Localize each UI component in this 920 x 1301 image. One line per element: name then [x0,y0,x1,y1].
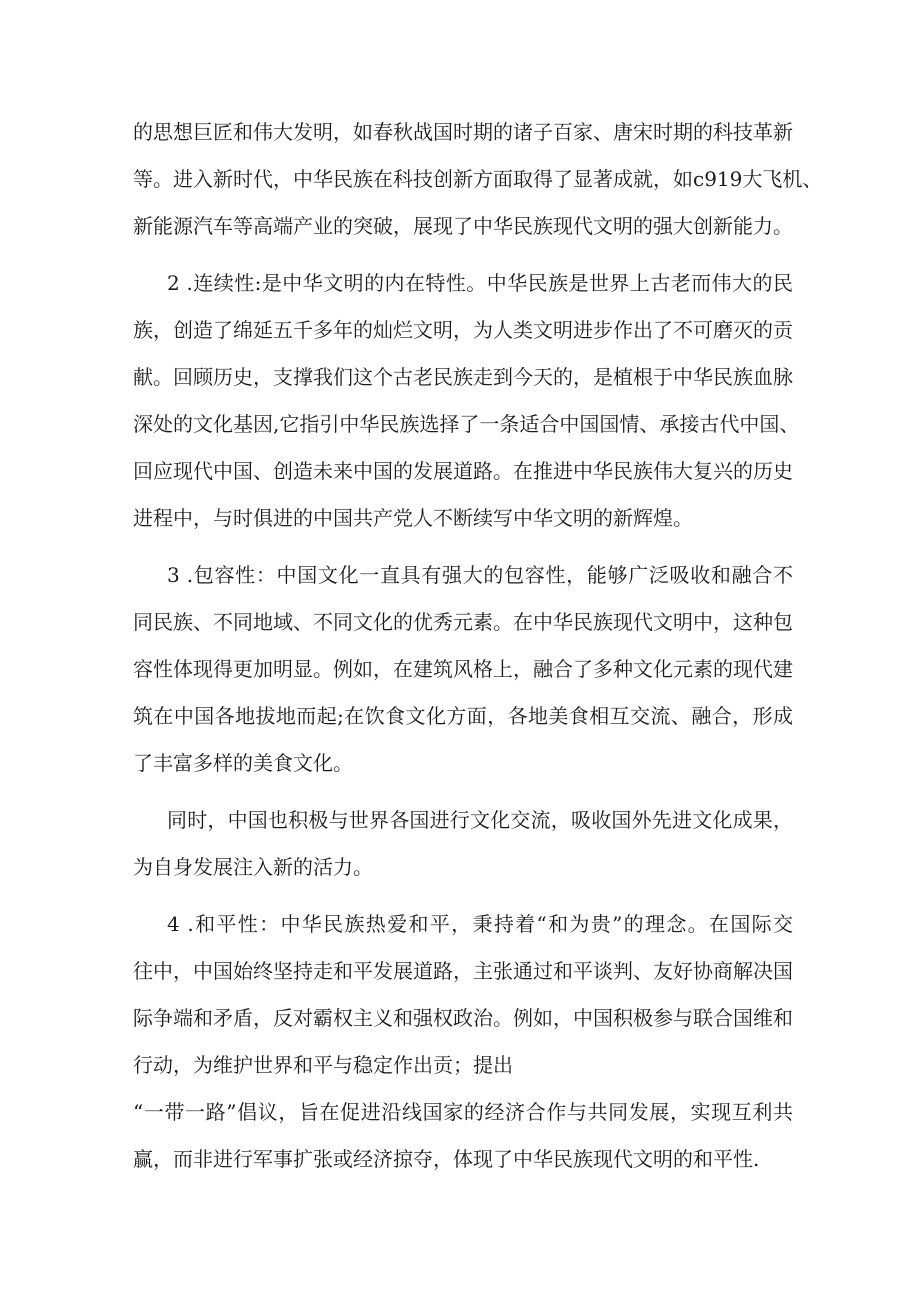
paragraph-continuity [133,260,800,542]
text-line: 进程中，与时俱进的中国共产党人不断续写中华文明的新辉煌。 [133,506,693,530]
text-line: 了丰富多样的美食文化。 [133,751,353,775]
text-line: 2 .连续性:是中华文明的内在特性。中华民族是世界上古老而伟大的民 [167,271,793,295]
text-line: “一带一路”倡议，旨在促进沿线国家的经济合作与共同发展，实现互利共 [133,1100,793,1124]
body-text [133,109,823,1183]
paragraph-inclusiveness [133,552,793,787]
text-line: 赢，而非进行军事扩张或经济掠夺，体现了中华民族现代文明的和平性. [133,1147,760,1171]
text-line: 等。进入新时代，中华民族在科技创新方面取得了显著成就，如c919大飞机、 [133,167,823,191]
paragraph-cultural-exchange [133,797,793,891]
text-line: 献。回顾历史，支撑我们这个古老民族走到今天的，是植根于中华民族血脉 [133,365,793,389]
text-line: 的思想巨匠和伟大发明，如春秋战国时期的诸子百家、唐宋时期的科技革新 [133,120,793,144]
text-line: 同时，中国也积极与世界各国进行文化交流，吸收国外先进文化成果， [167,808,793,832]
text-line: 族，创造了绵延五千多年的灿烂文明，为人类文明进步作出了不可磨灭的贡 [133,318,793,342]
text-line: 筑在中国各地拔地而起;在饮食文化方面，各地美食相互交流、融合，形成 [133,704,793,728]
text-line: 同民族、不同地域、不同文化的优秀元素。在中华民族现代文明中，这种包 [133,610,793,634]
text-line: 回应现代中国、创造未来中国的发展道路。在推进中华民族伟大复兴的历史 [133,459,793,483]
text-line: 新能源汽车等高端产业的突破，展现了中华民族现代文明的强大创新能力。 [133,214,793,238]
paragraph-innovation-continued [133,109,823,250]
text-line: 3 .包容性：中国文化一直具有强大的包容性，能够广泛吸收和融合不 [167,563,793,587]
text-line: 容性体现得更加明显。例如，在建筑风格上，融合了多种文化元素的现代建 [133,657,793,681]
text-line: 往中，中国始终坚持走和平发展道路，主张通过和平谈判、友好协商解决国 [133,959,793,983]
text-line: 行动，为维护世界和平与稳定作出贡；提出 [133,1053,513,1077]
text-line: 际争端和矛盾，反对霸权主义和强权政治。例如，中国积极参与联合国维和 [133,1006,793,1030]
text-line: 4 .和平性：中华民族热爱和平，秉持着“和为贵”的理念。在国际交 [167,912,793,936]
paragraph-peacefulness [133,901,793,1183]
text-line: 深处的文化基因,它指引中华民族选择了一条适合中国国情、承接古代中国、 [133,412,800,436]
text-line: 为自身发展注入新的活力。 [133,855,373,879]
